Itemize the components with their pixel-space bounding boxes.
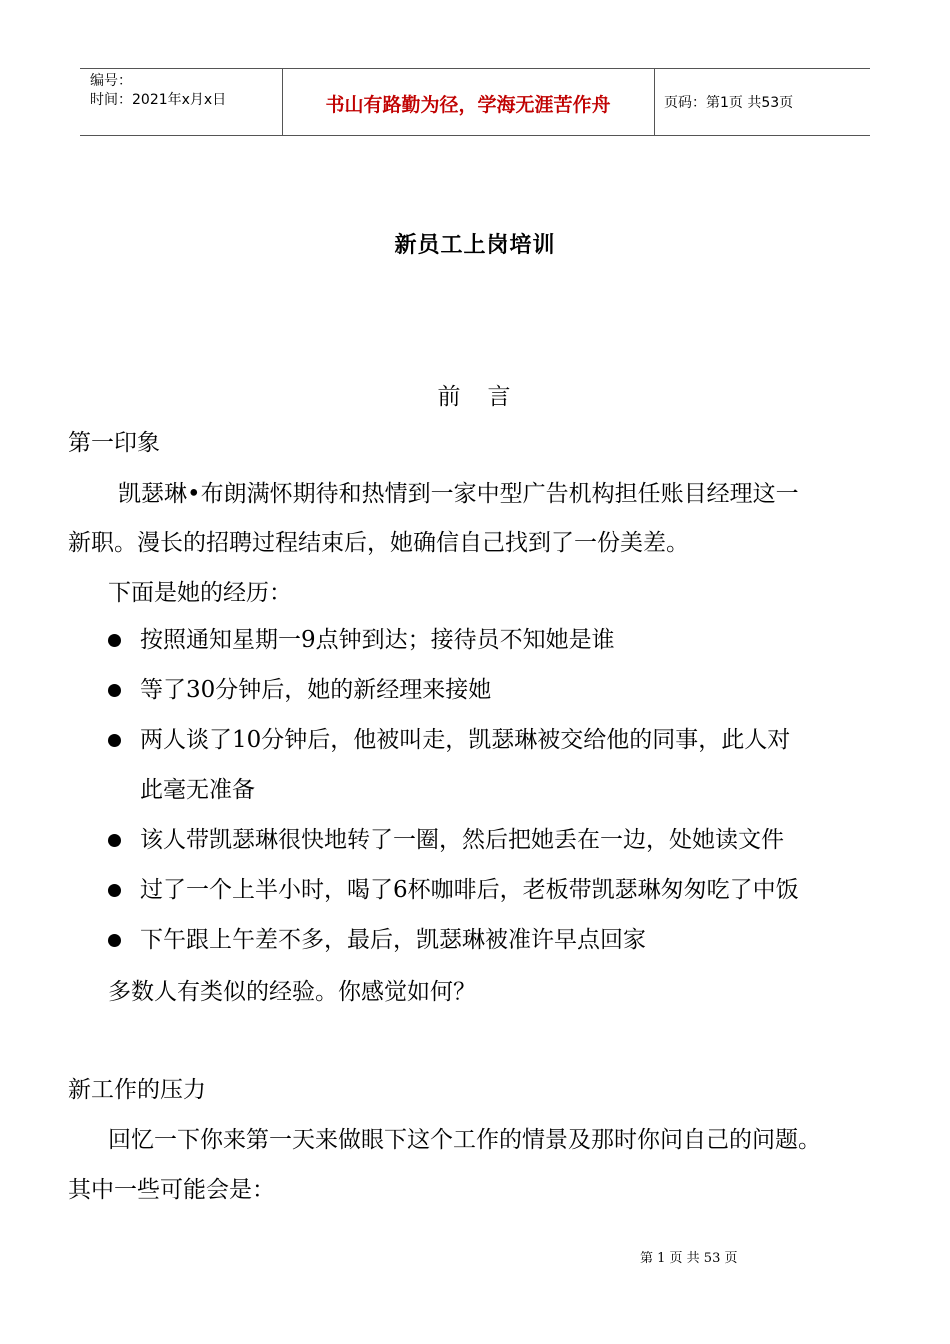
list-item: 两人谈了10分钟后，他被叫走，凯瑟琳被交给他的同事，此人对: [140, 727, 791, 753]
list-item: 等了30分钟后，她的新经理来接她: [140, 677, 492, 703]
header-time-label: 时间：2021年x月x日: [90, 92, 227, 108]
header-bottom-rule: [80, 135, 870, 136]
page-footer: 第 1 页 共 53 页: [640, 1251, 738, 1266]
header-top-rule: [80, 68, 870, 69]
list-item: 按照通知星期一9点钟到达；接待员不知她是谁: [140, 627, 615, 653]
paragraph-intro: 下面是她的经历：: [108, 580, 292, 606]
list-item: 该人带凯瑟琳很快地转了一圈，然后把她丢在一边，处她读文件: [140, 827, 784, 853]
list-item-continuation: 此毫无准备: [140, 777, 255, 803]
header-page-info: 页码：第1页 共53页: [664, 95, 794, 111]
header-number-label: 编号：: [90, 73, 132, 89]
bullet-dot: [108, 734, 121, 747]
bullet-dot: [108, 634, 121, 647]
paragraph-closing: 多数人有类似的经验。你感觉如何？: [108, 979, 476, 1005]
header-divider-right: [654, 68, 655, 135]
list-item: 下午跟上午差不多，最后，凯瑟琳被准许早点回家: [140, 927, 646, 953]
list-item: 过了一个上半小时，喝了6杯咖啡后，老板带凯瑟琳匆匆吃了中饭: [140, 877, 799, 903]
paragraph-line: 凯瑟琳•布朗满怀期待和热情到一家中型广告机构担任账目经理这一: [118, 481, 799, 507]
paragraph-line: 回忆一下你来第一天来做眼下这个工作的情景及那时你问自己的问题。: [108, 1127, 821, 1153]
section-heading-new-job-pressure: 新工作的压力: [68, 1077, 206, 1103]
bullet-dot: [108, 834, 121, 847]
bullet-dot: [108, 934, 121, 947]
document-title: 新员工上岗培训: [394, 232, 556, 258]
section-heading-first-impression: 第一印象: [68, 430, 160, 456]
paragraph-line: 新职。漫长的招聘过程结束后，她确信自己找到了一份美差。: [68, 530, 689, 556]
preface-heading: 前 言: [437, 384, 513, 410]
paragraph-line: 其中一些可能会是：: [68, 1177, 275, 1203]
bullet-dot: [108, 884, 121, 897]
bullet-dot: [108, 684, 121, 697]
header-motto: 书山有路勤为径，学海无涯苦作舟: [325, 94, 611, 116]
